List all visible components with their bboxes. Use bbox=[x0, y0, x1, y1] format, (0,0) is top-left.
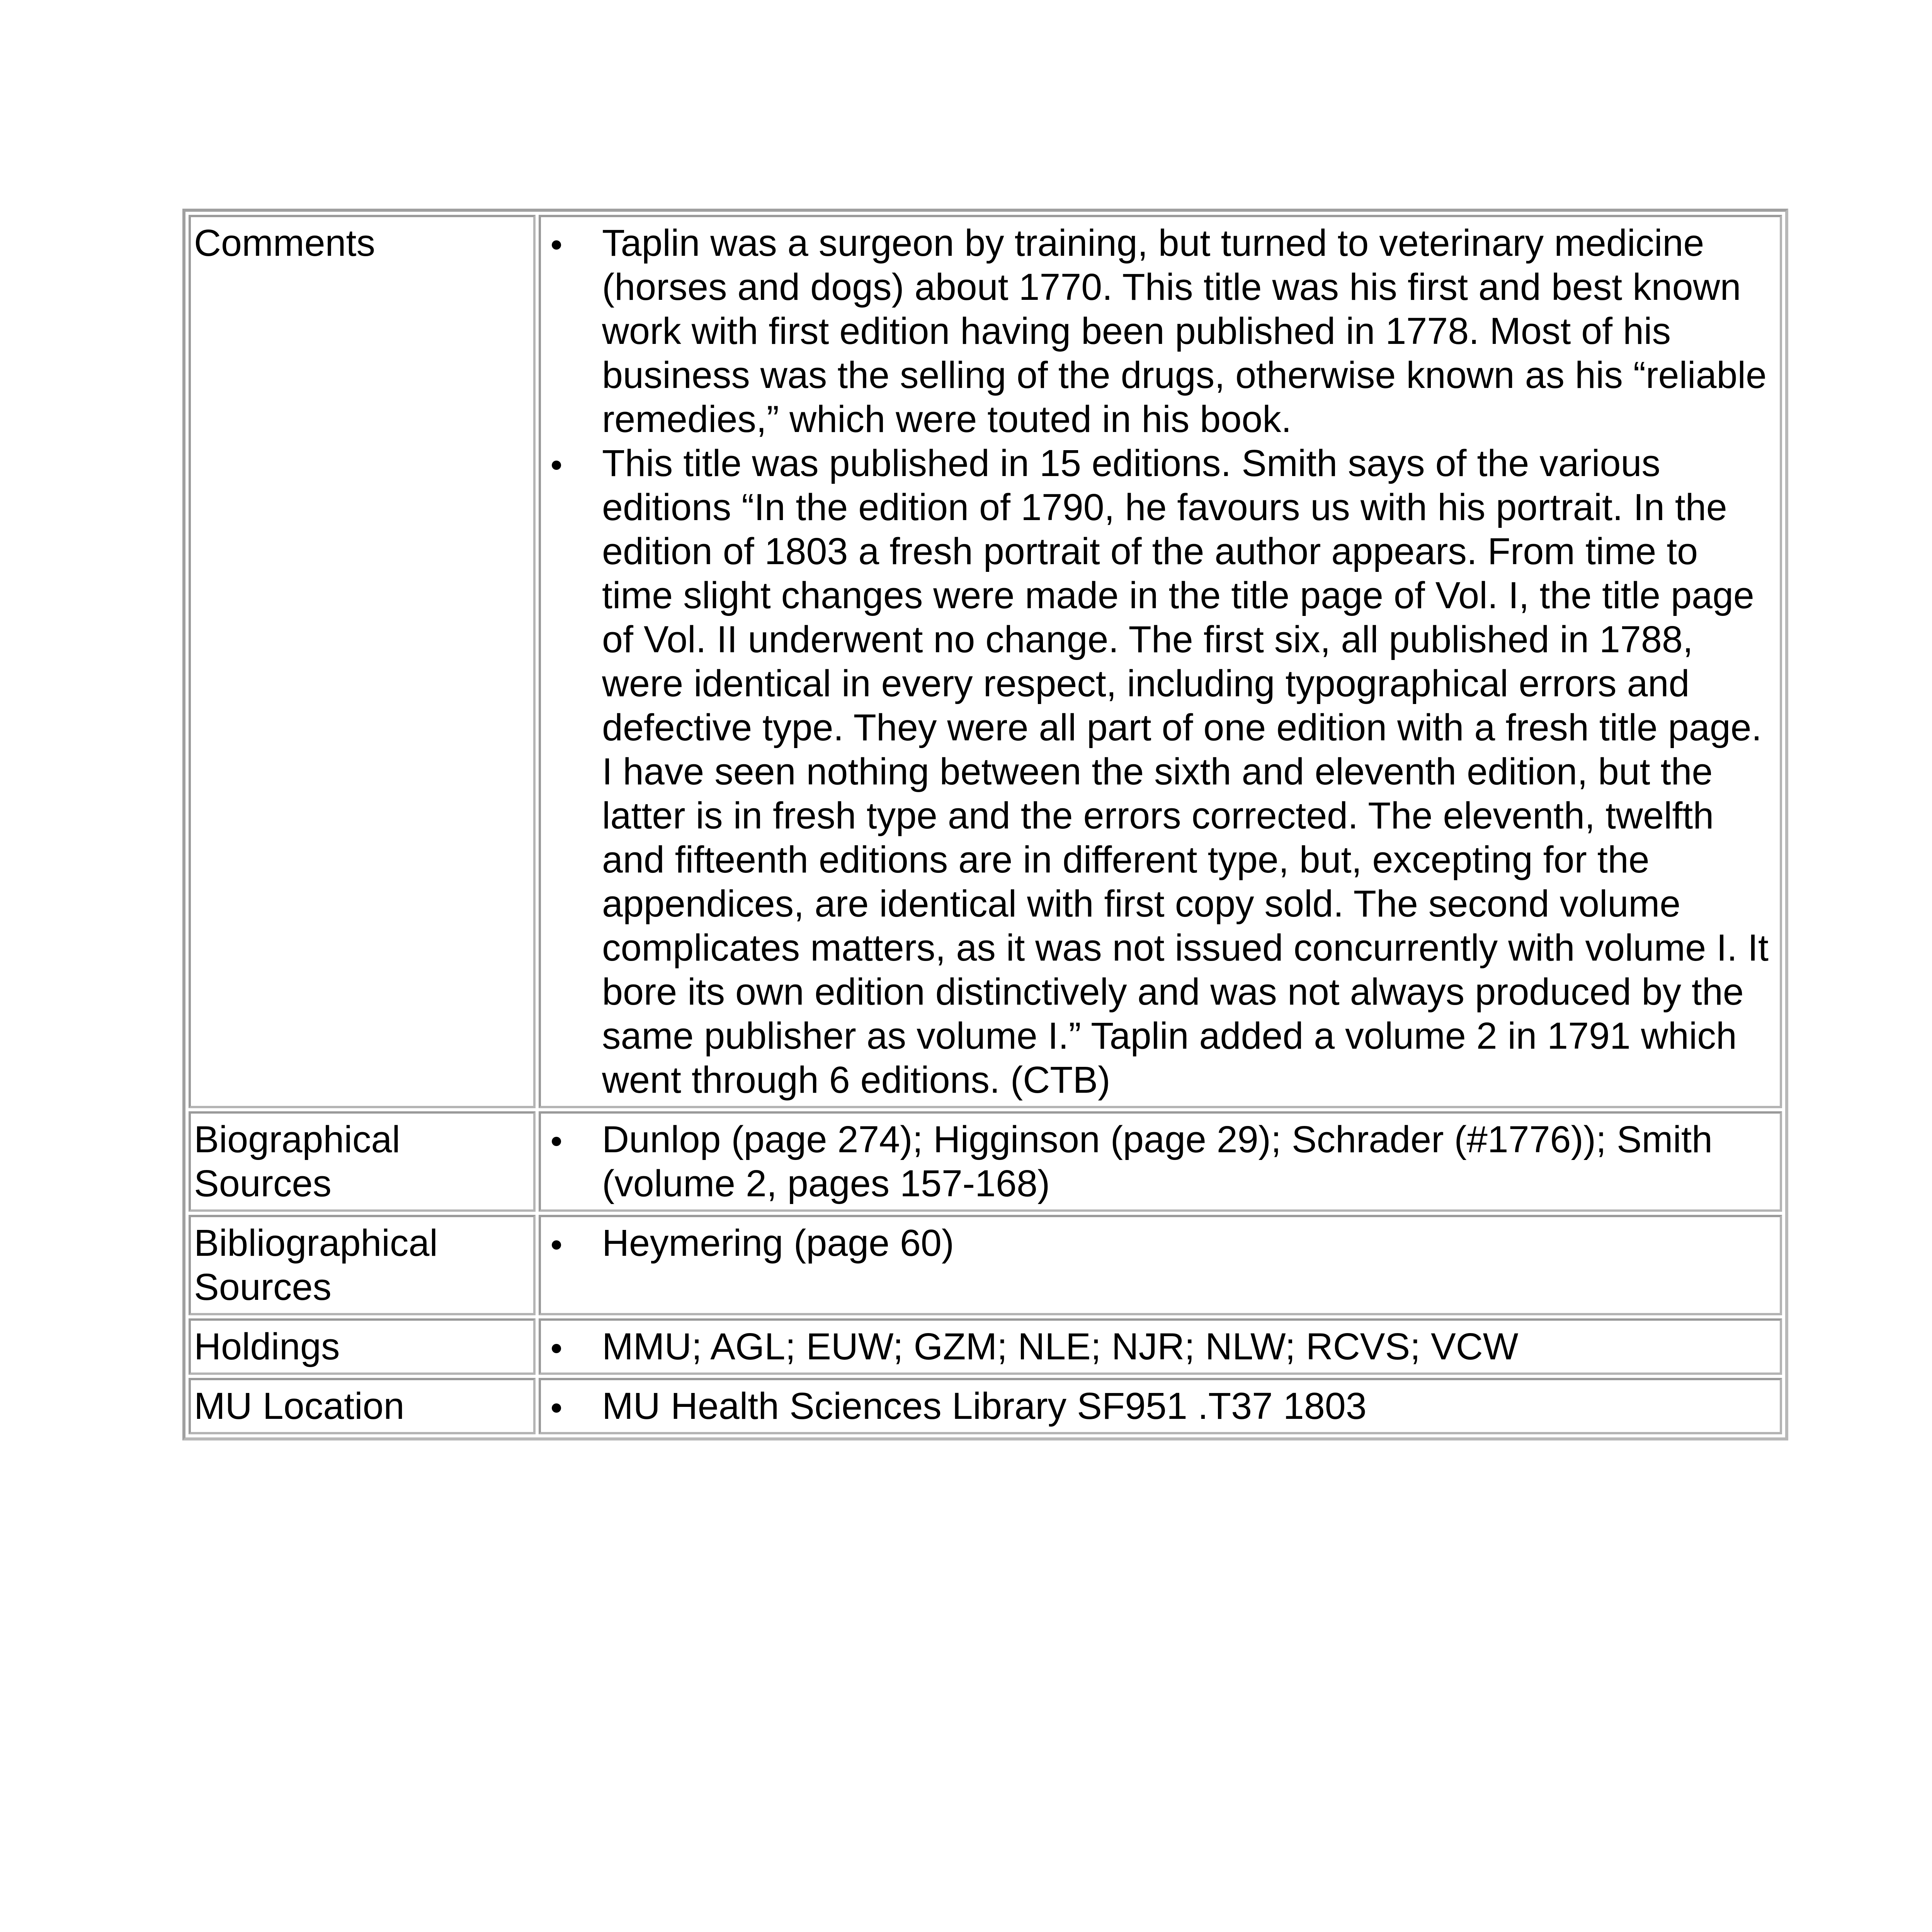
comments-value bbox=[539, 215, 1782, 1108]
bibliographical-sources-row bbox=[189, 1215, 1782, 1315]
record-table bbox=[182, 209, 1788, 1440]
bibliographical-sources-value bbox=[539, 1215, 1782, 1315]
bibliographical-sources-label: Bibliographical Sources bbox=[189, 1215, 536, 1315]
comments-row bbox=[189, 215, 1782, 1108]
comments-item: Taplin was a surgeon by training, but turned to veterinary medicine (horses and dogs) about 1770. This title was his first and best known work with first edition having been published in 1778. Most of his business was the selling of the drugs, otherwise known as his “reliable remedies,” which were touted in his book. bbox=[544, 221, 1777, 441]
comments-label: Comments bbox=[189, 215, 536, 1108]
mu-location-row bbox=[189, 1378, 1782, 1434]
mu-location-label: MU Location bbox=[189, 1378, 536, 1434]
comments-list bbox=[544, 221, 1777, 1102]
mu-location-value bbox=[539, 1378, 1782, 1434]
mu-location-item: MU Health Sciences Library SF951 .T37 1803 bbox=[544, 1384, 1777, 1428]
holdings-value bbox=[539, 1318, 1782, 1375]
holdings-label: Holdings bbox=[189, 1318, 536, 1375]
biographical-sources-value bbox=[539, 1111, 1782, 1212]
holdings-item: MMU; AGL; EUW; GZM; NLE; NJR; NLW; RCVS; VCW bbox=[544, 1325, 1777, 1369]
comments-item: This title was published in 15 editions. Smith says of the various editions “In the edition of 1790, he favours us with his portrait. In the edition of 1803 a fresh portrait of the author appears. From time to time slight changes were made in the title page of Vol. I, the title page of Vol. II underwent no change. The first six, all published in 1788, were identical in every respect, including typographical errors and defective type. They were all part of one edition with a fresh title page. I have seen nothing between the sixth and eleventh edition, but the latter is in fresh type and the errors corrected. The eleventh, twelfth and fifteenth editions are in different type, but, excepting for the appendices, are identical with first copy sold. The second volume complicates matters, as it was not issued concurrently with volume I. It bore its own edition distinctively and was not always produced by the same publisher as volume I.” Taplin added a volume 2 in 1791 which went through 6 editions. (CTB) bbox=[544, 441, 1777, 1102]
biographical-sources-label: Biographical Sources bbox=[189, 1111, 536, 1212]
biographical-sources-item: Dunlop (page 274); Higginson (page 29); Schrader (#1776)); Smith (volume 2, pages 157-168) bbox=[544, 1117, 1777, 1206]
holdings-row bbox=[189, 1318, 1782, 1375]
bibliographical-sources-item: Heymering (page 60) bbox=[544, 1221, 1777, 1265]
biographical-sources-list bbox=[544, 1117, 1777, 1206]
bibliographical-sources-list bbox=[544, 1221, 1777, 1265]
biographical-sources-row bbox=[189, 1111, 1782, 1212]
mu-location-list bbox=[544, 1384, 1777, 1428]
holdings-list bbox=[544, 1325, 1777, 1369]
